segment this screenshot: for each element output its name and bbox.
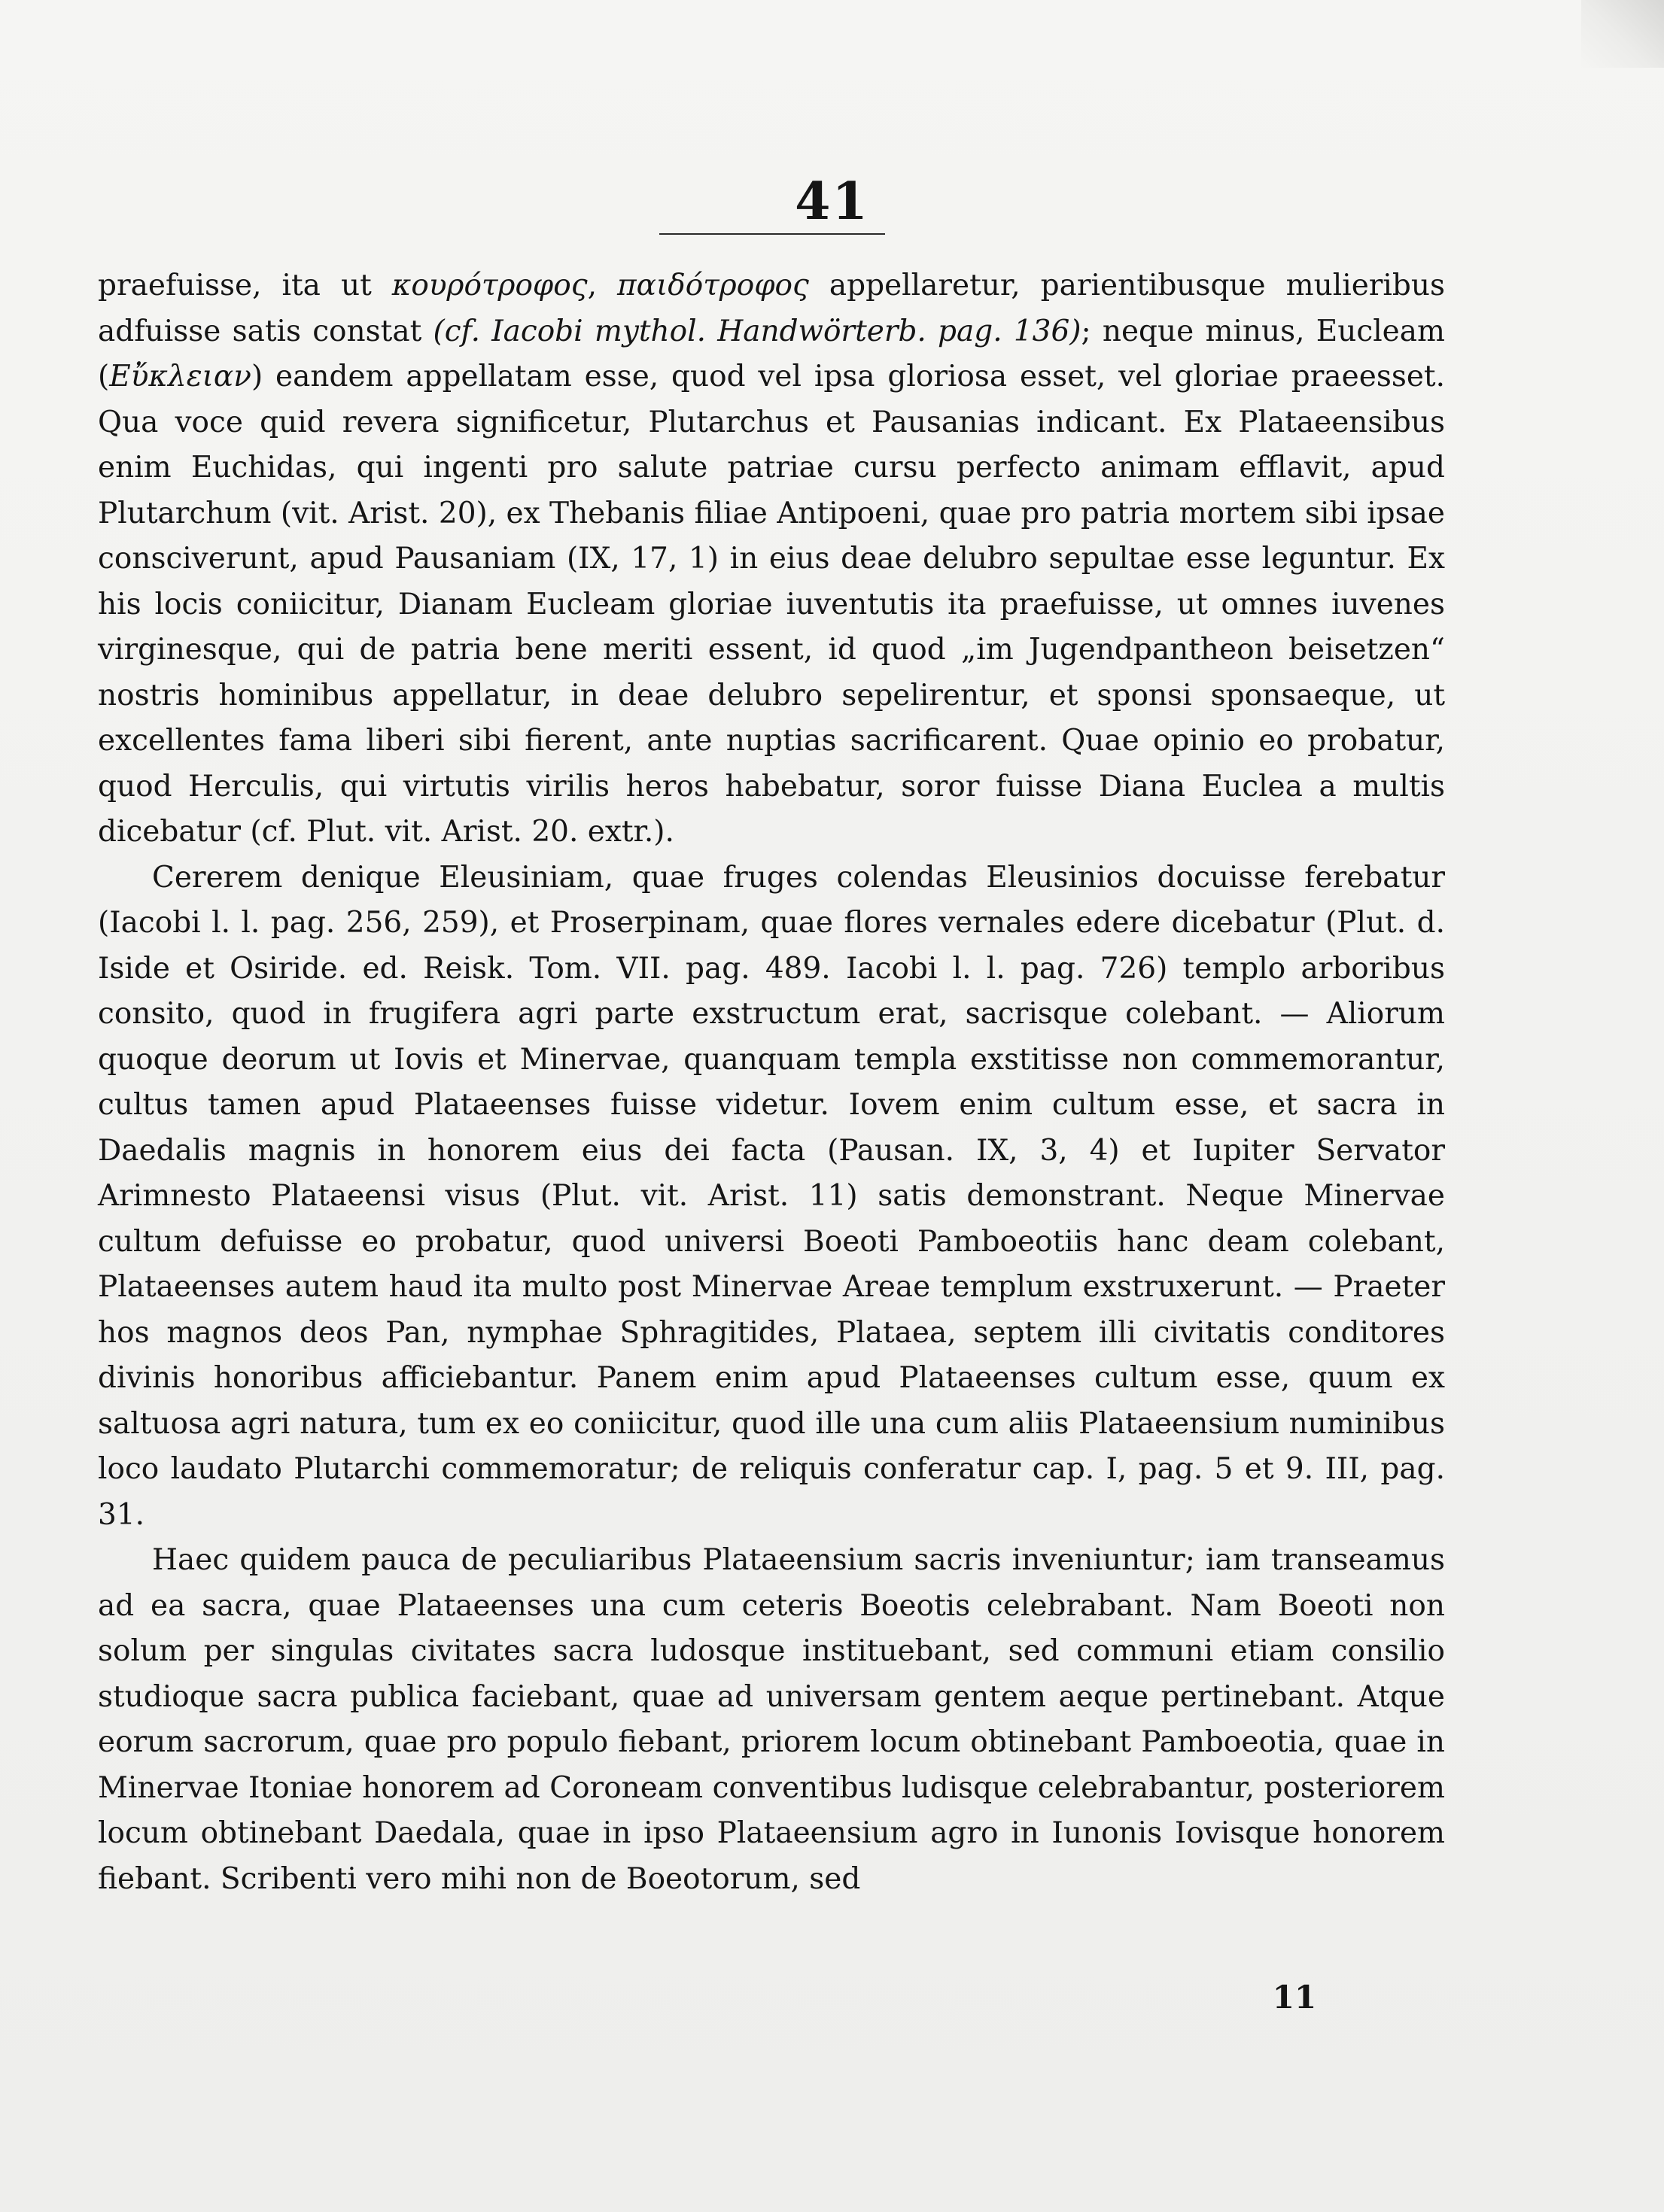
page-number: 41	[795, 172, 869, 232]
header-rule	[659, 233, 885, 235]
signature-mark: 11	[1272, 1979, 1317, 2016]
paragraph-1	[98, 263, 1445, 855]
greek-paidotrophos: παιδότροφος	[617, 269, 809, 302]
citation-iacobi: (cf. Iacobi mythol. Handwörterb. pag. 136)	[433, 314, 1081, 348]
paragraph-2: Cererem denique Eleusiniam, quae fruges colendas Eleusinios docuisse ferebatur (Iacobi l. l. pag. 256, 259), et Proserpinam, quae flores vernales edere dicebatur (Plut. d. Iside et Osiride. ed. Reisk. Tom. VII. pag. 489. Iacobi l. l. pag. 726) templo arboribus consito, quod in frugifera agri parte exstructum erat, sacrisque colebant. — Aliorum quoque deorum ut Iovis et Minervae, quanquam templa exstitisse non commemorantur, cultus tamen apud Plataeenses fuisse videtur. Iovem enim cultum esse, et sacra in Daedalis magnis in honorem eius dei facta (Pausan. IX, 3, 4) et Iupiter Servator Arimnesto Plataeensi visus (Plut. vit. Arist. 11) satis demonstrant. Neque Minervae cultum defuisse eo probatur, quod universi Boeoti Pamboeotiis hanc deam colebant, Plataeenses autem haud ita multo post Minervae Areae templum exstruxerunt. — Praeter hos magnos deos Pan, nymphae Sphragitides, Plataea, septem illi civitatis conditores divinis honoribus afficiebantur. Panem enim apud Plataeenses cultum esse, quum ex saltuosa agri natura, tum ex eo coniicitur, quod ille una cum aliis Plataeensium numinibus loco laudato Plutarchi commemoratur; de reliquis conferatur cap. I, pag. 5 et 9. III, pag. 31.	[98, 860, 1445, 1532]
paragraph-1-text-c: appellaretur, parientibusque mulieribus adfuisse satis constat	[98, 269, 1445, 348]
paragraph-3: Haec quidem pauca de peculiaribus Plataeensium sacris inveniuntur; iam transeamus ad ea sacra, quae Plataeenses una cum ceteris Boeotis celebrabant. Nam Boeoti non solum per singulas civitates sacra ludosque instituebant, sed communi etiam consilio studioque sacra publica faciebant, quae ad universam gentem aeque pertinebant. Atque eorum sacrorum, quae pro populo fiebant, priorem locum obtinebant Pamboeotia, quae in Minervae Itoniae honorem ad Coroneam conventibus ludisque celebrabantur, posteriorem locum obtinebant Daedala, quae in ipso Plataeensium agro in Iunonis Iovisque honorem fiebant. Scribenti vero mihi non de Boeotorum, sed	[98, 1543, 1445, 1896]
page-corner-fold	[1581, 0, 1664, 68]
body-text	[98, 263, 1445, 1902]
greek-eukleian: Εὔκλειαν	[109, 360, 251, 393]
paragraph-1-text-a: praefuisse, ita ut	[98, 269, 392, 302]
paragraph-1-text-b: ,	[587, 269, 618, 302]
paragraph-1-text-e: ) eandem appellatam esse, quod vel ipsa gloriosa esset, vel gloriae praeesset. Qua voce quid revera significetur, Plutarchus et Pausanias indicant. Ex Plataeensibus enim Euchidas, qui ingenti pro salute patriae cursu perfecto animam efflavit, apud Plutarchum (vit. Arist. 20), ex Thebanis filiae Antipoeni, quae pro patria mortem sibi ipsae consciverunt, apud Pausaniam (IX, 17, 1) in eius deae delubro sepultae esse leguntur. Ex his locis coniicitur, Dianam Eucleam gloriae iuventutis ita praefuisse, ut omnes iuvenes virginesque, qui de patria bene meriti essent, id quod „im Jugendpantheon beisetzen“ nostris hominibus appellatur, in deae delubro sepelirentur, et sponsi sponsaeque, ut excellentes fama liberi sibi fierent, ante nuptias sacrificarent. Quae opinio eo probatur, quod Herculis, qui virtutis virilis heros habebatur, soror fuisse Diana Euclea a multis dicebatur (cf. Plut. vit. Arist. 20. extr.).	[98, 360, 1445, 849]
paragraph-1-text-d: ; neque minus, Eucleam (	[98, 314, 1445, 393]
greek-kourotrophos: κουρότροφος	[391, 269, 588, 302]
